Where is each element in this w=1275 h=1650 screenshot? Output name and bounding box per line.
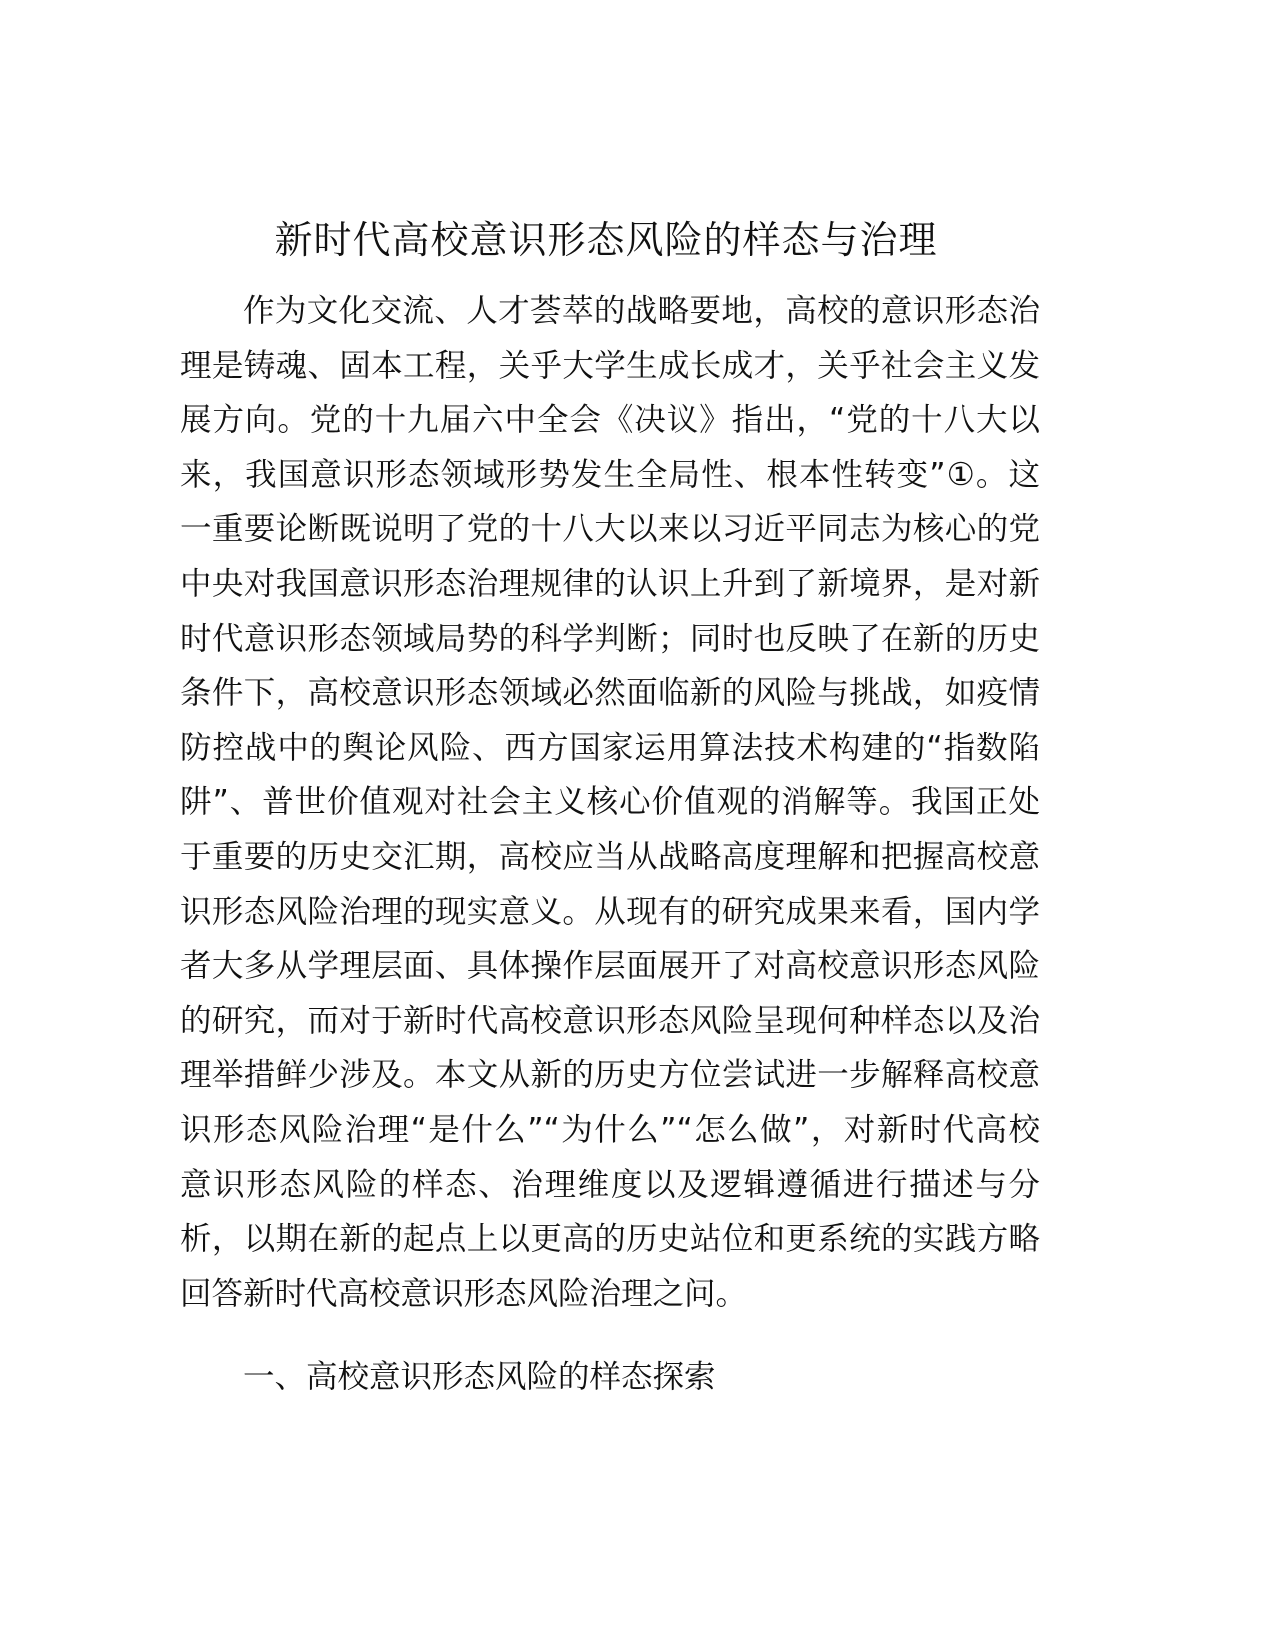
paragraph-line: 识形态风险治理的现实意义。从现有的研究成果来看，国内学 [180,893,1040,930]
paragraph-line: 于重要的历史交汇期，高校应当从战略高度理解和把握高校意 [180,838,1040,875]
paragraph-line: 中央对我国意识形态治理规律的认识上升到了新境界，是对新 [180,565,1040,602]
paragraph-line: 者大多从学理层面、具体操作层面展开了对高校意识形态风险 [180,948,1040,985]
paragraph-line: 展方向。党的十九届六中全会《决议》指出，“党的十八大以 [180,402,1040,439]
paragraph-line: 理举措鲜少涉及。本文从新的历史方位尝试进一步解释高校意 [180,1057,1040,1094]
section-heading: 一、高校意识形态风险的样态探索 [243,1359,716,1395]
paragraph-line: 意识形态风险的样态、治理维度以及逻辑遵循进行描述与分 [180,1166,1040,1203]
paragraph-line: 防控战中的舆论风险、西方国家运用算法技术构建的“指数陷 [180,729,1040,766]
intro-paragraph [180,284,1040,1321]
paragraph-line: 回答新时代高校意识形态风险治理之问。 [180,1275,748,1312]
paragraph-line: 的研究，而对于新时代高校意识形态风险呈现何种样态以及治 [180,1002,1040,1039]
paragraph-line: 作为文化交流、人才荟萃的战略要地，高校的意识形态治 [243,293,1040,329]
paragraph-line: 一重要论断既说明了党的十八大以来以习近平同志为核心的党 [180,511,1040,548]
paragraph-line: 识形态风险治理“是什么”“为什么”“怎么做”，对新时代高校 [180,1111,1040,1148]
paragraph-line: 来，我国意识形态领域形势发生全局性、根本性转变”①。这 [180,456,1040,493]
paragraph-line: 时代意识形态领域局势的科学判断；同时也反映了在新的历史 [180,620,1040,657]
document-title: 新时代高校意识形态风险的样态与治理 [274,218,938,262]
paragraph-line: 析，以期在新的起点上以更高的历史站位和更系统的实践方略 [180,1221,1040,1258]
paragraph-line: 理是铸魂、固本工程，关乎大学生成长成才，关乎社会主义发 [180,347,1040,384]
paragraph-line: 条件下，高校意识形态领域必然面临新的风险与挑战，如疫情 [180,675,1040,712]
paragraph-line: 阱”、普世价值观对社会主义核心价值观的消解等。我国正处 [180,784,1040,821]
